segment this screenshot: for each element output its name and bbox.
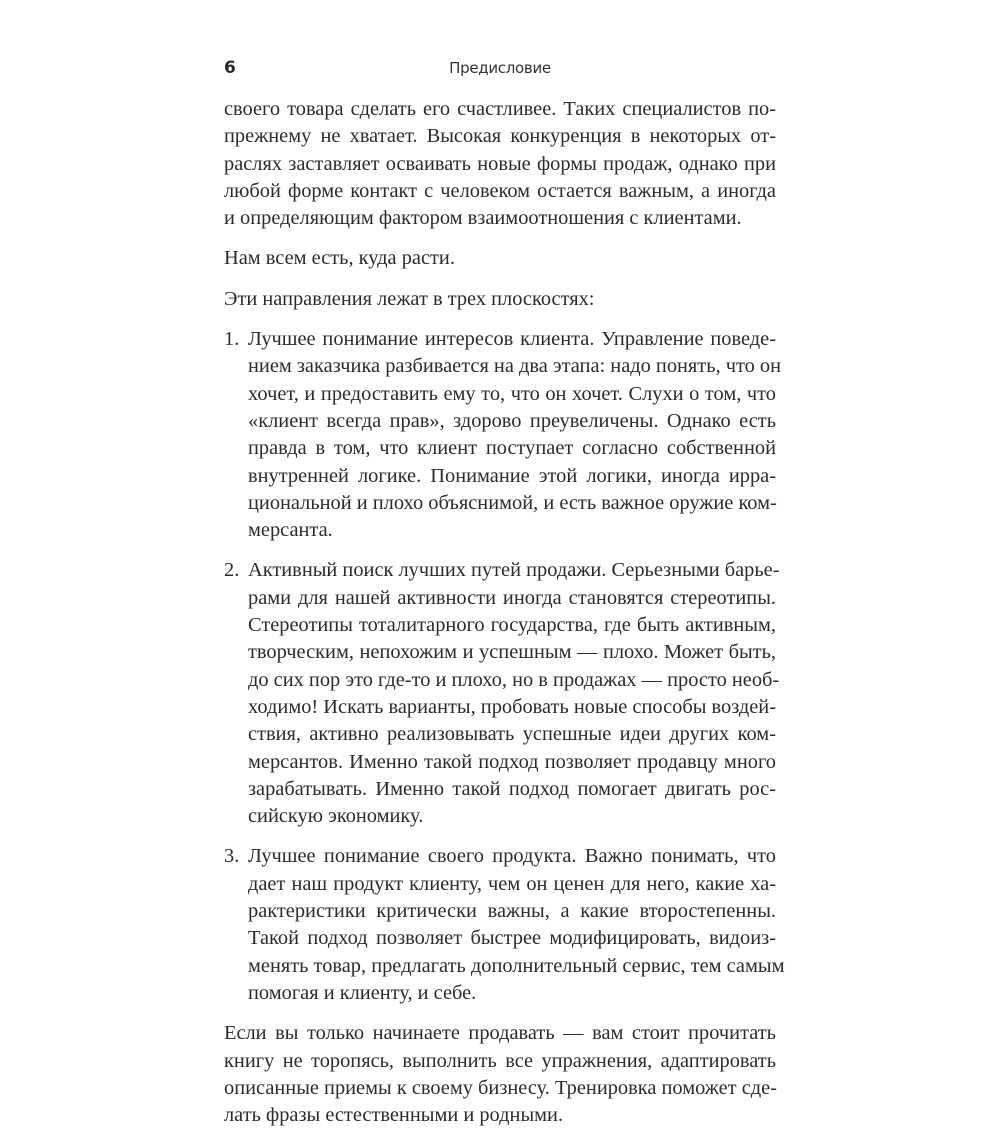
list-number: 3. — [224, 845, 240, 868]
text-line: любой форме контакт с человеком остается важным, а иногда — [224, 179, 776, 202]
page-body — [224, 96, 785, 1142]
text-line: до сих пор это где-то и плохо, но в продажах — просто необ- — [248, 668, 780, 691]
text-line: циональной и плохо объяснимой, и есть важное оружие ком- — [248, 491, 777, 514]
list-number: 2. — [224, 559, 240, 582]
text-line: рами для нашей активности иногда становятся стереотипы. — [248, 586, 776, 609]
list-item — [224, 326, 782, 544]
text-line: «клиент всегда прав», здорово преувеличены. Однако есть — [248, 409, 776, 432]
text-line: Нам всем есть, куда расти. — [224, 247, 455, 270]
text-line: ходимо! Искать варианты, пробовать новые способы воздей- — [248, 695, 777, 718]
text-line: своего товара сделать его счастливее. Таких специалистов по- — [224, 98, 776, 120]
text-line: сийскую экономику. — [248, 805, 424, 828]
text-line: дает наш продукт клиенту, чем он ценен для него, какие ха- — [248, 872, 776, 895]
list-item-text — [248, 326, 782, 544]
text-line: лать фразы естественными и родными. — [224, 1104, 564, 1127]
text-line: внутренней логике. Понимание этой логики, иногда ирра- — [248, 464, 776, 487]
list-item-text — [248, 557, 780, 830]
list-number: 1. — [224, 328, 240, 351]
text-line: Такой подход позволяет быстрее модифицировать, видоиз- — [248, 927, 776, 950]
text-line: книгу не торопясь, выполнить все упражнения, адаптировать — [224, 1049, 776, 1072]
text-line: и определяющим фактором взаимоотношения с клиентами. — [224, 207, 742, 230]
text-line: Стереотипы тоталитарного государства, где быть активным, — [248, 614, 776, 637]
text-line: зарабатывать. Именно такой подход помогает двигать рос- — [248, 777, 776, 800]
text-line: мерсанта. — [248, 519, 333, 542]
text-line: Эти направления лежат в трех плоскостях: — [224, 287, 595, 310]
paragraph — [224, 1020, 776, 1129]
text-line: Лучшее понимание интересов клиента. Управление поведе- — [248, 328, 776, 351]
text-line: рактеристики критически важны, а какие второстепенны. — [248, 900, 776, 923]
paragraph — [224, 96, 776, 232]
text-line: Лучшее понимание своего продукта. Важно понимать, что — [248, 845, 776, 868]
page-header — [224, 58, 776, 84]
paragraph — [224, 245, 776, 272]
text-line: нием заказчика разбивается на два этапа: надо понять, что он — [248, 355, 782, 378]
text-line: прежнему не хватает. Высокая конкуренция в некоторых от- — [224, 125, 776, 148]
paragraph — [224, 286, 776, 313]
text-line: описанные приемы к своему бизнесу. Тренировка поможет сде- — [224, 1076, 777, 1099]
text-line: мерсантов. Именно такой подход позволяет продавцу много — [248, 750, 776, 773]
text-line: ствия, активно реализовывать успешные идеи других ком- — [248, 723, 776, 746]
text-line: хочет, и предоставить ему то, что он хочет. Слухи о том, что — [248, 382, 776, 405]
text-line: Если вы только начинаете продавать — вам стоит прочитать — [224, 1022, 776, 1045]
text-line: Активный поиск лучших путей продажи. Серьезными барье- — [248, 559, 780, 582]
page-number: 6 — [224, 58, 236, 78]
text-line: раслях заставляет осваивать новые формы продаж, однако при — [224, 152, 776, 175]
text-line: творческим, непохожим и успешным — плохо. Может быть, — [248, 641, 776, 664]
text-line: менять товар, предлагать дополнительный сервис, тем самым — [248, 954, 785, 977]
list-item — [224, 843, 785, 1007]
list-item-text — [248, 843, 785, 1007]
text-line: помогая и клиенту, и себе. — [248, 981, 477, 1004]
running-head: Предисловие — [449, 59, 551, 77]
text-line: правда в том, что клиент поступает согласно собственной — [248, 437, 776, 460]
list-item — [224, 557, 780, 830]
